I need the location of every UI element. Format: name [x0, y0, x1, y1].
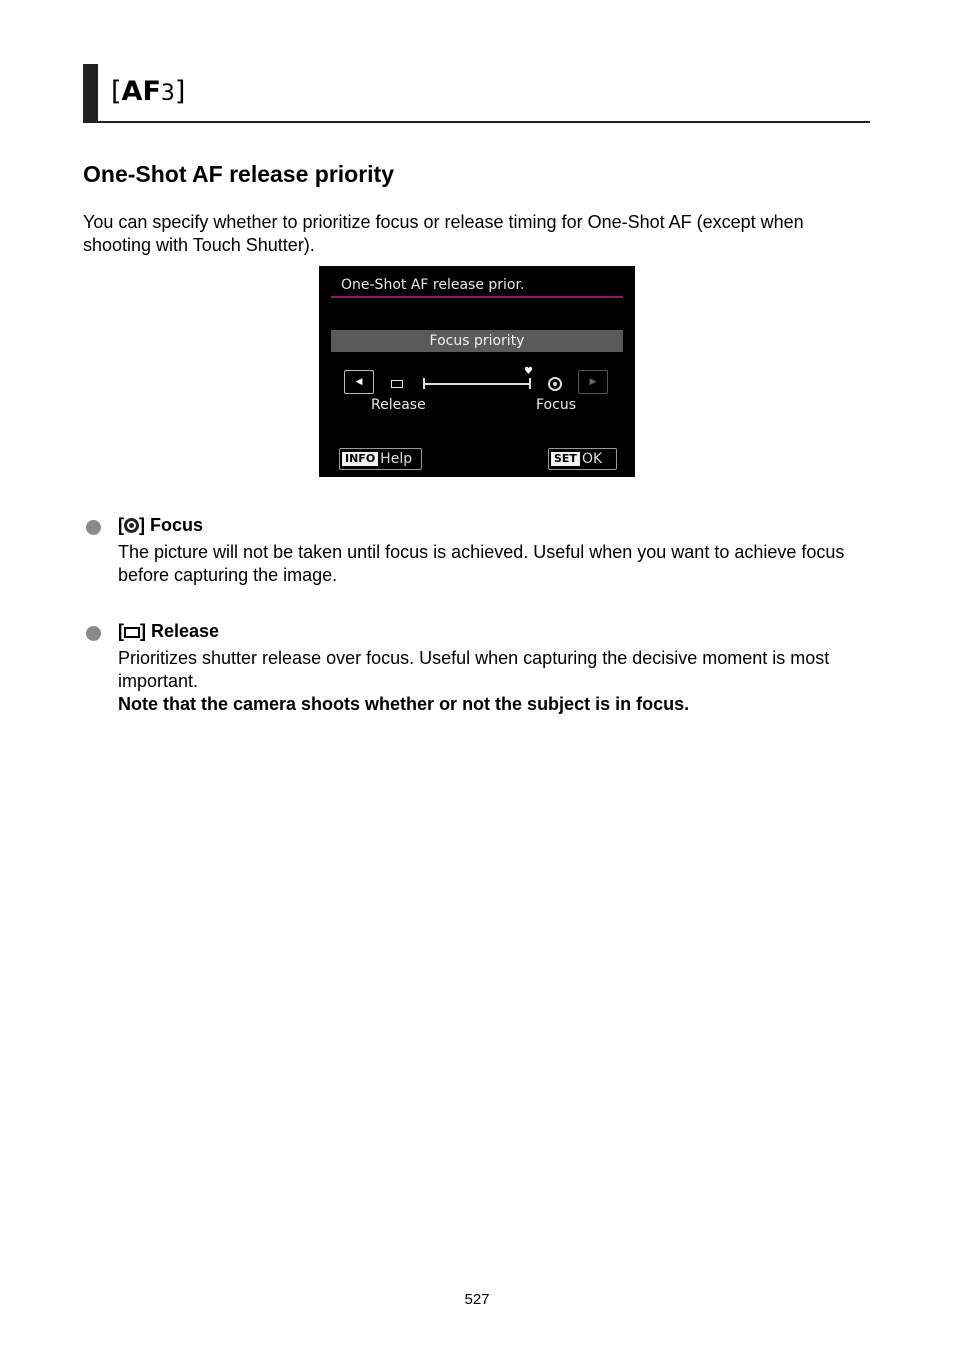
- bullet-dot: [86, 520, 101, 535]
- option-release-heading: [118, 620, 219, 643]
- option-release-note: Note that the camera shoots whether or not the subject is in focus.: [118, 694, 690, 714]
- release-icon: [124, 627, 140, 638]
- bracket-open: [: [118, 515, 124, 535]
- slider-pointer-icon: ♥: [524, 366, 533, 377]
- focus-icon: [124, 518, 139, 533]
- camera-menu-screenshot: [319, 266, 635, 477]
- ok-soft-button: [548, 448, 617, 470]
- right-arrow-icon: ▶: [578, 370, 608, 394]
- screen-title-rule: [331, 296, 623, 298]
- chapter-marker: [83, 64, 98, 123]
- bracket-open: [: [118, 621, 124, 641]
- screen-title: One-Shot AF release prior.: [341, 277, 525, 293]
- slider-track: [424, 383, 530, 385]
- chapter-title-number: 3: [160, 81, 175, 106]
- chapter-header: [83, 64, 870, 123]
- set-key: SET: [551, 452, 580, 466]
- help-label: Help: [380, 451, 413, 467]
- option-focus-heading: [118, 514, 203, 537]
- chapter-title-bracket-open: [: [111, 76, 122, 107]
- bullet-dot: [86, 626, 101, 641]
- release-icon: [391, 380, 403, 388]
- section-heading: One-Shot AF release priority: [83, 161, 394, 187]
- help-soft-button: [339, 448, 422, 470]
- info-key: INFO: [342, 452, 378, 466]
- ok-label: OK: [581, 451, 603, 467]
- current-setting-value: Focus priority: [331, 330, 623, 352]
- page-number: 527: [464, 1291, 490, 1308]
- option-release-title: ] Release: [140, 621, 220, 641]
- option-focus: [83, 514, 873, 594]
- chapter-title-bracket-close: ]: [174, 76, 186, 107]
- chapter-title-af: AF: [121, 76, 161, 107]
- focus-icon: [548, 377, 562, 391]
- slider-end-right: [529, 378, 531, 389]
- option-release-description: Prioritizes shutter release over focus. Useful when capturing the decisive moment is most important.: [118, 648, 830, 691]
- focus-label: Focus: [536, 397, 576, 413]
- option-focus-description: The picture will not be taken until focus is achieved. Useful when you want to achieve focus before capturing the image.: [118, 542, 845, 585]
- release-label: Release: [371, 397, 426, 413]
- option-release: [83, 620, 873, 720]
- left-arrow-icon: ◀: [344, 370, 374, 394]
- intro-paragraph: You can specify whether to prioritize focus or release timing for One-Shot AF (except when shooting with Touch Shutter).: [83, 212, 804, 255]
- chapter-title: [111, 76, 185, 107]
- option-focus-title: ] Focus: [139, 515, 204, 535]
